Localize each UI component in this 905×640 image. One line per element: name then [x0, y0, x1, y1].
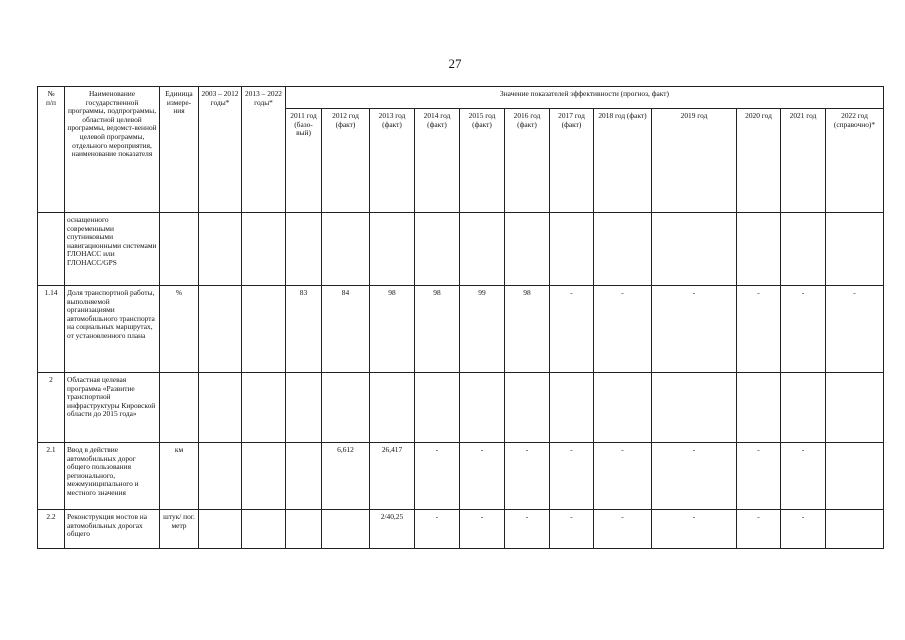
header-year-2019: 2019 год [652, 109, 737, 213]
cell-2019: - [652, 510, 737, 549]
header-unit: Единица измере-ния [160, 87, 199, 213]
row-num: 2.1 [38, 443, 65, 510]
cell-2017 [550, 373, 594, 443]
cell-2012 [322, 373, 370, 443]
header-year-2011: 2011 год (базо-вый) [286, 109, 322, 213]
cell-2022 [826, 510, 884, 549]
cell-2019 [652, 373, 737, 443]
row-name: Реконструкция мостов на автомобильных дорогах общего [65, 510, 160, 549]
table-row [38, 286, 884, 373]
cell-2022 [826, 213, 884, 286]
cell-2015: - [460, 510, 505, 549]
header-group: Значение показателей эффективности (прогноз, факт) [286, 87, 884, 109]
cell-2022 [826, 443, 884, 510]
table-row [38, 373, 884, 443]
cell-2018 [594, 213, 652, 286]
cell-2011 [286, 213, 322, 286]
cell-2016: - [505, 510, 550, 549]
row-period-2013 [242, 373, 286, 443]
cell-2011 [286, 373, 322, 443]
row-name: Ввод в действие автомобильных дорог общего пользования регионального, межмуниципального и местного значения [65, 443, 160, 510]
header-num [38, 87, 65, 213]
cell-2016 [505, 213, 550, 286]
row-name: оснащенного современными спутниковыми навигационными системами ГЛОНАСС или ГЛОНАСС/GPS [65, 213, 160, 286]
cell-2020: - [737, 286, 781, 373]
cell-2021 [781, 213, 826, 286]
row-num: 2.2 [38, 510, 65, 549]
cell-2011 [286, 510, 322, 549]
cell-2012: 84 [322, 286, 370, 373]
cell-2018: - [594, 443, 652, 510]
cell-2018: - [594, 510, 652, 549]
header-year-2015: 2015 год (факт) [460, 109, 505, 213]
cell-2016: - [505, 443, 550, 510]
row-name: Областная целевая программа «Развитие транспортной инфраструктуры Кировской области до 2015 года» [65, 373, 160, 443]
cell-2021: - [781, 286, 826, 373]
header-period-2003: 2003 – 2012 годы* [199, 87, 242, 213]
header-year-2022: 2022 год (справочно)* [826, 109, 884, 213]
row-period-2013 [242, 443, 286, 510]
header-period-2013: 2013 – 2022 годы* [242, 87, 286, 213]
row-unit [160, 373, 199, 443]
cell-2014 [415, 213, 460, 286]
cell-2013 [370, 213, 415, 286]
cell-2017 [550, 213, 594, 286]
cell-2021: - [781, 443, 826, 510]
cell-2019: - [652, 286, 737, 373]
header-year-2016: 2016 год (факт) [505, 109, 550, 213]
row-unit: км [160, 443, 199, 510]
cell-2020: - [737, 510, 781, 549]
row-unit: % [160, 286, 199, 373]
cell-2011 [286, 443, 322, 510]
row-period-2003 [199, 510, 242, 549]
cell-2021: - [781, 510, 826, 549]
cell-2020 [737, 373, 781, 443]
cell-2013: 98 [370, 286, 415, 373]
header-year-2012: 2012 год (факт) [322, 109, 370, 213]
row-num [38, 213, 65, 286]
row-num: 1.14 [38, 286, 65, 373]
row-unit: штук/ пог. метр [160, 510, 199, 549]
header-name: Наименование государственной программы, подпрограммы, областной целевой программы, ведомст-венной целевой программы, отдельного мероприятия, наименование показателя [65, 87, 160, 213]
cell-2011: 83 [286, 286, 322, 373]
row-period-2003 [199, 443, 242, 510]
cell-2012 [322, 510, 370, 549]
cell-2015 [460, 213, 505, 286]
header-year-2018: 2018 год (факт) [594, 109, 652, 213]
header-row-1 [38, 87, 884, 109]
page-number: 27 [448, 56, 462, 71]
cell-2015: 99 [460, 286, 505, 373]
header-year-2017: 2017 год (факт) [550, 109, 594, 213]
cell-2014 [415, 373, 460, 443]
cell-2012: 6,612 [322, 443, 370, 510]
cell-2014: - [415, 443, 460, 510]
cell-2021 [781, 373, 826, 443]
header-year-2020: 2020 год [737, 109, 781, 213]
header-year-2013: 2013 год (факт) [370, 109, 415, 213]
header-year-2014: 2014 год (факт) [415, 109, 460, 213]
cell-2017: - [550, 510, 594, 549]
cell-2012 [322, 213, 370, 286]
table-row [38, 213, 884, 286]
row-period-2013 [242, 510, 286, 549]
cell-2014: 98 [415, 286, 460, 373]
cell-2020 [737, 213, 781, 286]
cell-2015: - [460, 443, 505, 510]
cell-2013: 2/40,25 [370, 510, 415, 549]
cell-2015 [460, 373, 505, 443]
row-period-2003 [199, 373, 242, 443]
row-num: 2 [38, 373, 65, 443]
row-period-2013 [242, 286, 286, 373]
cell-2014: - [415, 510, 460, 549]
row-name: Доля транспортной работы, выполняемой организациями автомобильного транспорта на социальных маршрутах, от установленного плана [65, 286, 160, 373]
row-period-2013 [242, 213, 286, 286]
row-period-2003 [199, 213, 242, 286]
table-row [38, 510, 884, 549]
row-unit [160, 213, 199, 286]
table-row [38, 443, 884, 510]
cell-2013 [370, 373, 415, 443]
row-period-2003 [199, 286, 242, 373]
cell-2016 [505, 373, 550, 443]
cell-2017: - [550, 443, 594, 510]
header-year-2021: 2021 год [781, 109, 826, 213]
cell-2019: - [652, 443, 737, 510]
indicators-table [37, 86, 884, 549]
cell-2019 [652, 213, 737, 286]
cell-2013: 26,417 [370, 443, 415, 510]
cell-2022 [826, 373, 884, 443]
cell-2016: 98 [505, 286, 550, 373]
cell-2022: - [826, 286, 884, 373]
cell-2020: - [737, 443, 781, 510]
cell-2018: - [594, 286, 652, 373]
header-num-text: № п/п [46, 89, 56, 107]
cell-2017: - [550, 286, 594, 373]
cell-2018 [594, 373, 652, 443]
